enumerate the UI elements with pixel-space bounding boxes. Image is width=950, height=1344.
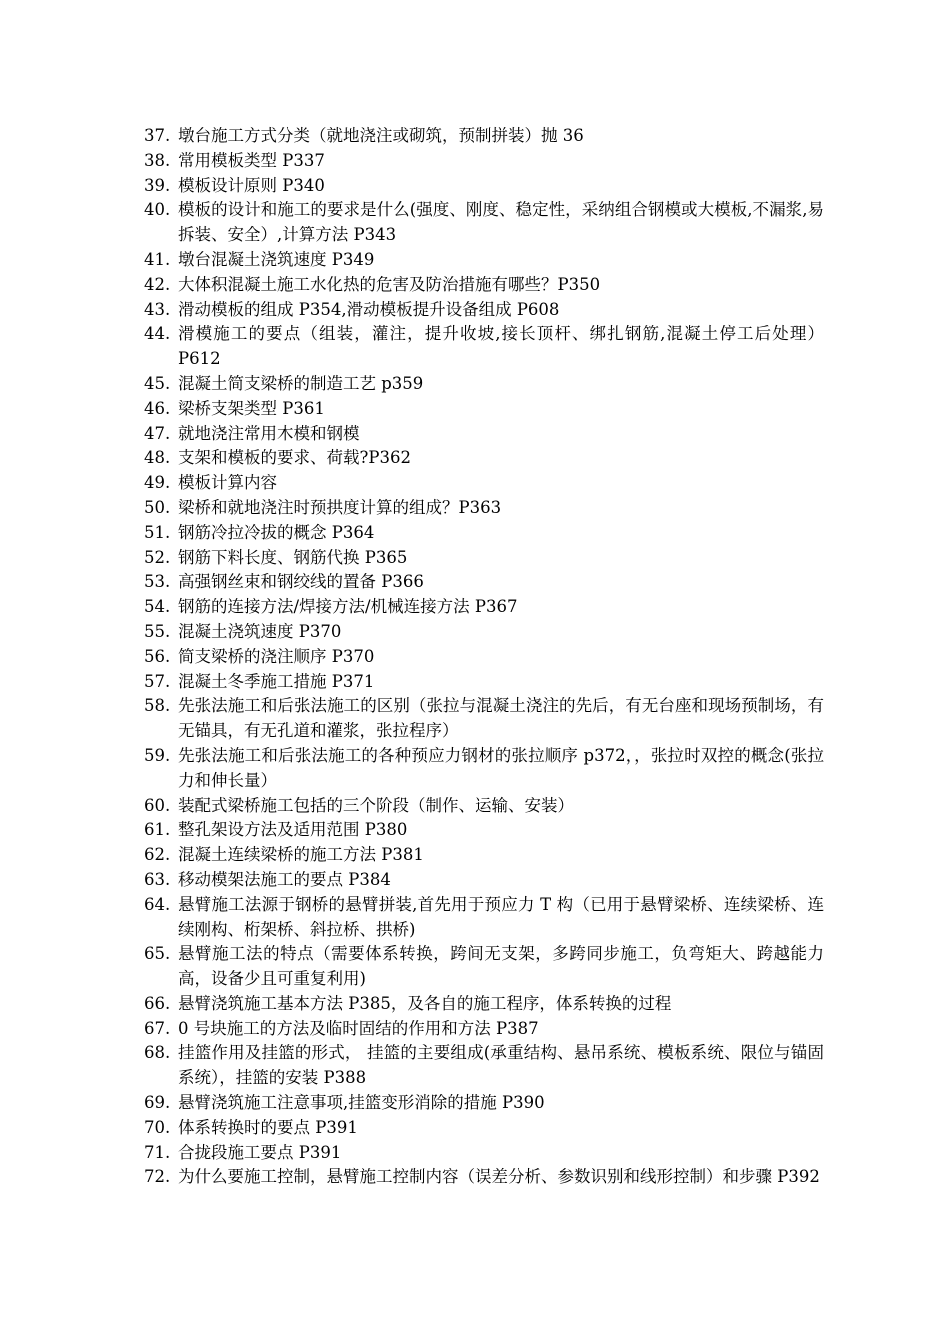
list-item — [144, 744, 824, 794]
list-item-number: 70. — [144, 1117, 171, 1137]
list-item — [144, 124, 824, 149]
list-item-text: 墩台施工方式分类（就地浇注或砌筑，预制拼装）抛 36 — [178, 126, 584, 145]
list-item-number: 69. — [144, 1093, 171, 1113]
list-item-text: 钢筋的连接方法/焊接方法/机械连接方法 P367 — [178, 597, 518, 617]
list-item — [144, 496, 824, 521]
list-item-number: 65. — [144, 944, 171, 964]
list-item — [144, 1091, 824, 1116]
list-item — [144, 1165, 824, 1190]
list-item-text: 常用模板类型 P337 — [178, 150, 325, 170]
list-item-text: 混凝土浇筑速度 P370 — [178, 621, 342, 641]
list-item-number: 37. — [144, 126, 171, 145]
list-item-number: 50. — [144, 497, 171, 517]
list-item-text: 滑动模板的组成 P354,滑动模板提升设备组成 P608 — [178, 299, 560, 319]
list-item — [144, 471, 824, 496]
list-item — [144, 942, 824, 992]
list-item-text: 挂篮作用及挂篮的形式， 挂篮的主要组成(承重结构、悬吊系统、模板系统、限位与锚固系统），挂篮的安装 P388 — [178, 1043, 824, 1088]
list-item — [144, 645, 824, 670]
list-item — [144, 1041, 824, 1091]
list-item-number: 46. — [144, 398, 171, 418]
list-item-number: 41. — [144, 249, 171, 269]
list-item-number: 72. — [144, 1167, 171, 1187]
list-item-text: 墩台混凝土浇筑速度 P349 — [178, 249, 375, 269]
list-item — [144, 694, 824, 744]
list-item-text: 梁桥支架类型 P361 — [178, 398, 325, 418]
list-item-text: 移动模架法施工的要点 P384 — [178, 869, 391, 889]
list-item-text: 体系转换时的要点 P391 — [178, 1117, 358, 1137]
list-item-text: 大体积混凝土施工水化热的危害及防治措施有哪些？P350 — [178, 274, 601, 294]
list-item-number: 47. — [144, 423, 171, 443]
list-item-text: 悬臂施工法的特点（需要体系转换，跨间无支架，多跨同步施工，负弯矩大、跨越能力高，设备少且可重复利用) — [178, 944, 824, 989]
list-item-number: 67. — [144, 1018, 171, 1038]
list-item-number: 61. — [144, 820, 171, 840]
list-item — [144, 248, 824, 273]
list-item-number: 52. — [144, 547, 171, 567]
list-item-text: 钢筋下料长度、钢筋代换 P365 — [178, 547, 408, 567]
list-item-text: 高强钢丝束和钢绞线的置备 P366 — [178, 572, 424, 592]
list-item — [144, 595, 824, 620]
list-item-number: 63. — [144, 869, 171, 889]
list-item-text: 支架和模板的要求、荷载?P362 — [178, 448, 411, 468]
list-item-number: 57. — [144, 671, 171, 691]
list-item-number: 60. — [144, 795, 171, 815]
list-item — [144, 174, 824, 199]
list-item-text: 为什么要施工控制，悬臂施工控制内容（误差分析、参数识别和线形控制）和步骤 P392 — [178, 1167, 820, 1187]
list-item-text: 整孔架设方法及适用范围 P380 — [178, 820, 408, 840]
list-item-number: 64. — [144, 894, 171, 914]
list-item-number: 39. — [144, 175, 171, 195]
list-item-number: 51. — [144, 522, 171, 542]
list-item — [144, 322, 824, 372]
list-item — [144, 1141, 824, 1166]
list-item-number: 42. — [144, 274, 171, 294]
list-item — [144, 546, 824, 571]
list-item-text: 悬臂浇筑施工基本方法 P385，及各自的施工程序，体系转换的过程 — [178, 993, 672, 1013]
list-item-number: 68. — [144, 1043, 171, 1063]
list-item-number: 55. — [144, 621, 171, 641]
list-item — [144, 992, 824, 1017]
list-item — [144, 670, 824, 695]
list-item-number: 53. — [144, 572, 171, 592]
list-item-text: 悬臂浇筑施工注意事项,挂篮变形消除的措施 P390 — [178, 1093, 545, 1113]
list-item-text: 简支梁桥的浇注顺序 P370 — [178, 646, 375, 666]
list-item-text: 混凝土连续梁桥的施工方法 P381 — [178, 845, 424, 865]
list-item-text: 模板的设计和施工的要求是什么(强度、刚度、稳定性，采纳组合钢模或大模板,不漏浆,易拆装、安全）,计算方法 P343 — [178, 200, 824, 245]
list-item-number: 62. — [144, 845, 171, 865]
list-item — [144, 893, 824, 943]
numbered-list — [144, 124, 824, 1190]
list-item-number: 48. — [144, 448, 171, 468]
list-item — [144, 273, 824, 298]
list-item — [144, 620, 824, 645]
list-item-text: 就地浇注常用木模和钢模 — [178, 423, 360, 443]
list-item — [144, 843, 824, 868]
list-item — [144, 570, 824, 595]
list-item-text: 装配式梁桥施工包括的三个阶段（制作、运输、安装） — [178, 795, 574, 815]
list-item — [144, 818, 824, 843]
list-item-number: 49. — [144, 473, 171, 493]
list-item-text: 悬臂施工法源于钢桥的悬臂拼装,首先用于预应力 T 构（已用于悬臂梁桥、连续梁桥、连续刚构、桁架桥、斜拉桥、拱桥) — [178, 894, 824, 939]
list-item-number: 71. — [144, 1142, 171, 1162]
list-item-number: 44. — [144, 324, 171, 344]
list-item — [144, 397, 824, 422]
list-item-text: 钢筋冷拉冷拔的概念 P364 — [178, 522, 375, 542]
list-item-text: 梁桥和就地浇注时预拱度计算的组成？P363 — [178, 497, 502, 517]
list-item-text: 模板计算内容 — [178, 473, 277, 493]
list-item-text: 先张法施工和后张法施工的区别（张拉与混凝土浇注的先后，有无台座和现场预制场，有无锚具，有无孔道和灌浆，张拉程序） — [178, 696, 824, 741]
list-item-text: 合拢段施工要点 P391 — [178, 1142, 342, 1162]
list-item-number: 58. — [144, 696, 171, 716]
list-item-number: 43. — [144, 299, 171, 319]
list-item-number: 38. — [144, 150, 171, 170]
list-item — [144, 794, 824, 819]
list-item-text: 先张法施工和后张法施工的各种预应力钢材的张拉顺序 p372，，张拉时双控的概念(张拉力和伸长量） — [178, 745, 824, 790]
list-item-number: 59. — [144, 745, 171, 765]
list-item-text: 0 号块施工的方法及临时固结的作用和方法 P387 — [178, 1018, 539, 1038]
list-item-number: 66. — [144, 993, 171, 1013]
list-item — [144, 422, 824, 447]
list-item-number: 40. — [144, 200, 171, 220]
list-item-text: 混凝土简支梁桥的制造工艺 p359 — [178, 373, 424, 393]
list-item — [144, 372, 824, 397]
list-item — [144, 868, 824, 893]
list-item — [144, 149, 824, 174]
list-item — [144, 298, 824, 323]
list-item-text: 滑模施工的要点（组装，灌注，提升收坡,接长顶杆、绑扎钢筋,混凝土停工后处理）P612 — [178, 324, 824, 369]
list-item-number: 56. — [144, 646, 171, 666]
list-item — [144, 198, 824, 248]
list-item — [144, 446, 824, 471]
list-item-text: 混凝土冬季施工措施 P371 — [178, 671, 375, 691]
list-item-text: 模板设计原则 P340 — [178, 175, 325, 195]
list-item — [144, 1017, 824, 1042]
list-item-number: 45. — [144, 373, 171, 393]
list-item — [144, 1116, 824, 1141]
list-item-number: 54. — [144, 597, 171, 617]
list-item — [144, 521, 824, 546]
